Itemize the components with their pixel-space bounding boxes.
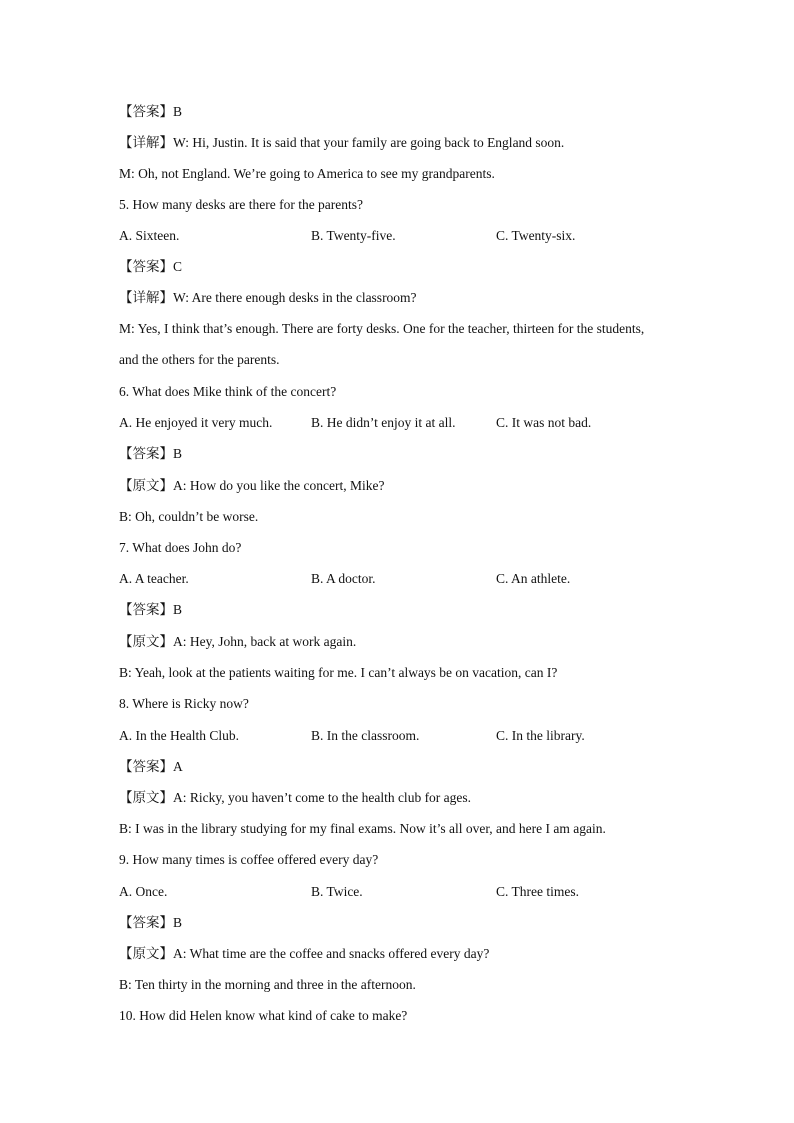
- original-text-line: 【原文】A: How do you like the concert, Mike?: [119, 478, 385, 493]
- option-a: A. Sixteen.: [119, 228, 180, 243]
- option-b: B. A doctor.: [311, 571, 376, 586]
- answer-label: 【答案】C: [119, 259, 183, 274]
- option-a: A. In the Health Club.: [119, 728, 239, 743]
- option-c: C. Three times.: [496, 884, 579, 899]
- question-8: 8. Where is Ricky now?: [119, 696, 249, 711]
- option-b: B. Twice.: [311, 884, 363, 899]
- explanation-line: 【详解】W: Hi, Justin. It is said that your family are going back to England soon.: [119, 135, 565, 150]
- question-9: 9. How many times is coffee offered every day?: [119, 852, 379, 867]
- question-5: 5. How many desks are there for the parents?: [119, 197, 364, 212]
- transcript-line: M: Oh, not England. We’re going to America to see my grandparents.: [119, 166, 495, 181]
- option-a: A. Once.: [119, 884, 168, 899]
- transcript-line: M: Yes, I think that’s enough. There are forty desks. One for the teacher, thirteen for the students,: [119, 321, 645, 336]
- question-6-options: [119, 414, 719, 432]
- answer-label: 【答案】A: [119, 759, 183, 774]
- option-a: A. He enjoyed it very much.: [119, 415, 273, 430]
- answer-label: 【答案】B: [119, 915, 183, 930]
- option-c: C. It was not bad.: [496, 415, 592, 430]
- original-text-line: 【原文】A: Hey, John, back at work again.: [119, 634, 357, 649]
- question-9-options: [119, 883, 719, 901]
- option-b: B. In the classroom.: [311, 728, 420, 743]
- transcript-line: B: Oh, couldn’t be worse.: [119, 509, 259, 524]
- option-b: B. Twenty-five.: [311, 228, 396, 243]
- option-b: B. He didn’t enjoy it at all.: [311, 415, 456, 430]
- question-8-options: [119, 727, 719, 745]
- question-10: 10. How did Helen know what kind of cake to make?: [119, 1008, 408, 1023]
- explanation-line: 【详解】W: Are there enough desks in the classroom?: [119, 290, 417, 305]
- transcript-line: B: Yeah, look at the patients waiting for me. I can’t always be on vacation, can I?: [119, 665, 558, 680]
- transcript-line: B: I was in the library studying for my final exams. Now it’s all over, and here I am again.: [119, 821, 606, 836]
- option-c: C. In the library.: [496, 728, 585, 743]
- answer-label: 【答案】B: [119, 446, 183, 461]
- question-7: 7. What does John do?: [119, 540, 242, 555]
- option-c: C. An athlete.: [496, 571, 571, 586]
- question-5-options: [119, 227, 719, 245]
- original-text-line: 【原文】A: Ricky, you haven’t come to the health club for ages.: [119, 790, 472, 805]
- question-6: 6. What does Mike think of the concert?: [119, 384, 337, 399]
- transcript-line: B: Ten thirty in the morning and three in the afternoon.: [119, 977, 416, 992]
- option-c: C. Twenty-six.: [496, 228, 576, 243]
- transcript-line: and the others for the parents.: [119, 352, 280, 367]
- question-7-options: [119, 570, 719, 588]
- option-a: A. A teacher.: [119, 571, 189, 586]
- original-text-line: 【原文】A: What time are the coffee and snacks offered every day?: [119, 946, 490, 961]
- answer-label: 【答案】B: [119, 104, 183, 119]
- answer-label: 【答案】B: [119, 602, 183, 617]
